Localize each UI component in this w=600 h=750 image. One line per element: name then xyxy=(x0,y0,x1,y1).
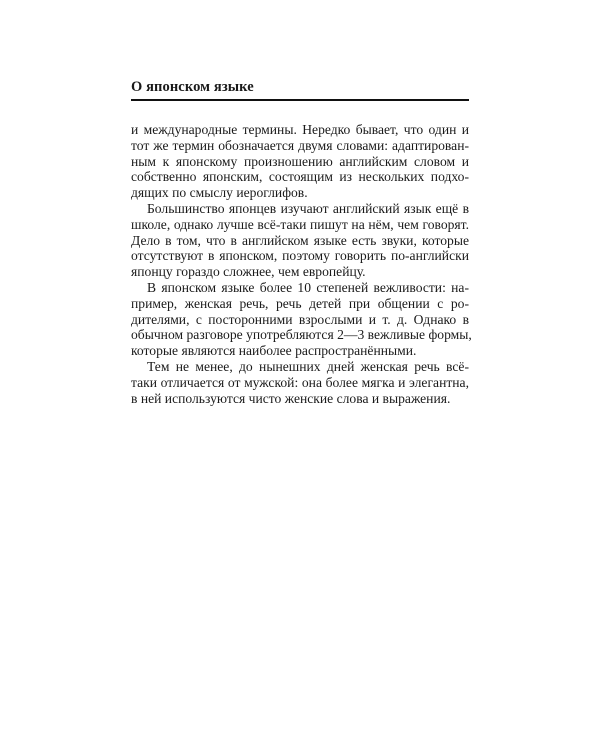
text-line: дителями, с посторонними взрослыми и т. д. Однако в xyxy=(131,311,469,327)
text-line: школе, однако лучше всё-таки пишут на нём, чем говорят. xyxy=(131,216,469,232)
paragraph-1 xyxy=(131,122,469,201)
text-line: отсутствуют в японском, поэтому говорить по-английски xyxy=(131,248,469,264)
text-line: в ней используются чисто женские слова и выражения. xyxy=(131,390,451,406)
text-line: собственно японским, состоящим из нескольких подхо- xyxy=(131,169,469,185)
text-line: В японском языке более 10 степеней вежливости: на- xyxy=(147,279,469,295)
paragraph-4 xyxy=(131,359,469,406)
page-title: О японском языке xyxy=(131,79,254,95)
text-line: дящих по смыслу иероглифов. xyxy=(131,185,308,201)
text-line: таки отличается от мужской: она более мягка и элегантна, xyxy=(131,374,469,390)
text-line: обычном разговоре употребляются 2—3 вежливые формы, xyxy=(131,327,472,343)
text-line: Дело в том, что в английском языке есть звуки, которые xyxy=(131,232,469,248)
body-text xyxy=(131,122,472,406)
page-header xyxy=(131,78,469,101)
text-line: японцу гораздо сложнее, чем европейцу. xyxy=(131,264,366,280)
text-line: ным к японскому произношению английским словом и xyxy=(131,153,469,169)
text-line: Большинство японцев изучают английский язык ещё в xyxy=(147,200,469,216)
text-line: Тем не менее, до нынешних дней женская речь всё- xyxy=(147,358,469,374)
paragraph-2 xyxy=(131,201,469,280)
text-line: тот же термин обозначается двумя словами: адаптирован- xyxy=(131,137,469,153)
text-line: которые являются наиболее распространёнными. xyxy=(131,343,417,359)
paragraph-3 xyxy=(131,279,472,359)
text-line: пример, женская речь, речь детей при общении с ро- xyxy=(131,295,469,311)
text-line: и международные термины. Нередко бывает, что один и xyxy=(131,122,469,137)
